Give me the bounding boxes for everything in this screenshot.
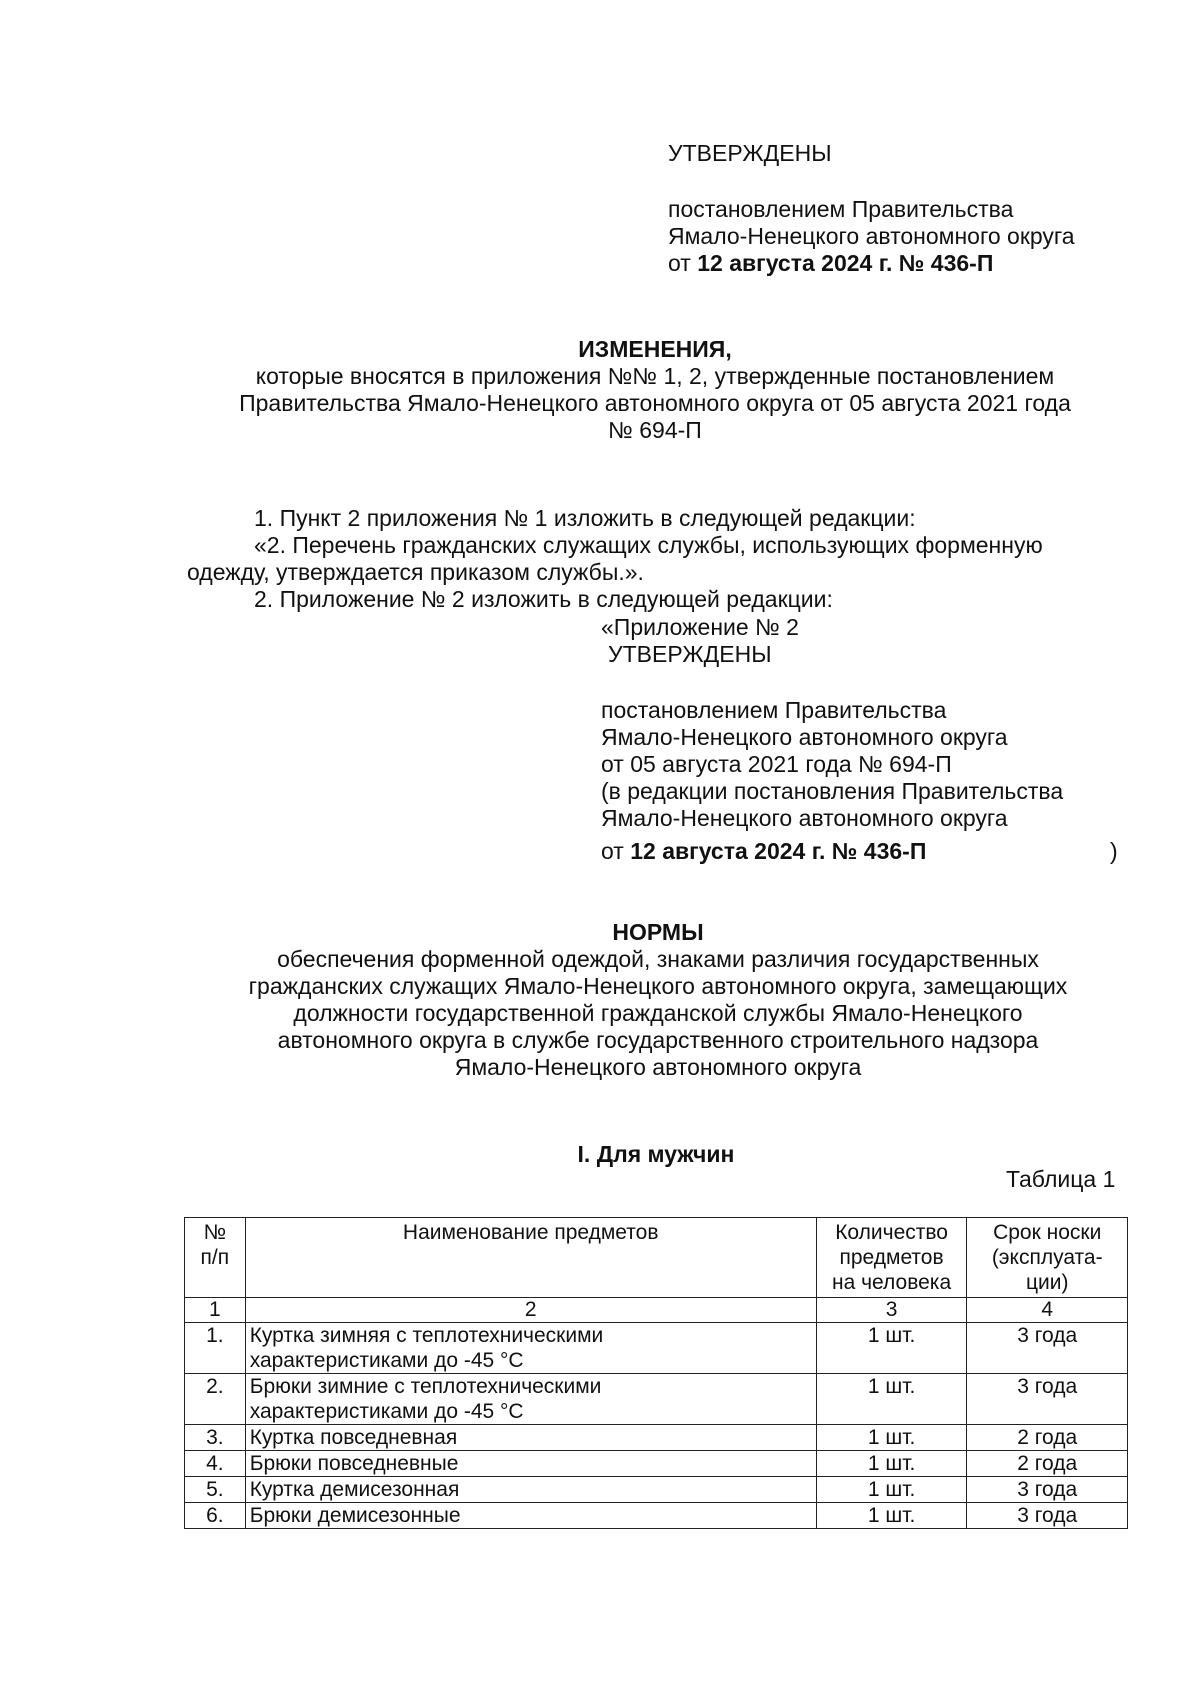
- row-name: Брюки повседневные: [245, 1451, 816, 1477]
- inner-approval-date-prefix: от: [601, 838, 631, 864]
- header-qty-line-2: предметов: [839, 1246, 944, 1269]
- changes-line-1: которые вносятся в приложения №№ 1, 2, утвержденные постановлением: [255, 363, 1055, 389]
- inner-approval-line-4: (в редакции постановления Правительства: [601, 778, 1064, 804]
- norms-table: [184, 1217, 1128, 1529]
- row-qty: 1 шт.: [816, 1503, 967, 1529]
- header-term-line-2: (эксплуата-: [991, 1246, 1103, 1269]
- row-num: 3.: [185, 1425, 246, 1451]
- table-header-row: [185, 1218, 1128, 1298]
- table-row: [185, 1451, 1128, 1477]
- header-qty-line-1: Количество: [835, 1221, 948, 1244]
- header-qty: [816, 1218, 967, 1298]
- changes-line-2: Правительства Ямало-Ненецкого автономного округа от 05 августа 2021 года: [239, 390, 1071, 416]
- table-row: [185, 1503, 1128, 1529]
- row-name-line-1: Куртка зимняя с теплотехническими: [249, 1324, 604, 1347]
- row-name: [245, 1374, 816, 1425]
- row-num: 4.: [185, 1451, 246, 1477]
- table-label: Таблица 1: [1006, 1166, 1116, 1192]
- row-name-line-2: характеристиками до -45 °С: [249, 1400, 524, 1423]
- norms-line-5: Ямало-Ненецкого автономного округа: [454, 1054, 862, 1080]
- inner-approval-line-2: Ямало-Ненецкого автономного округа: [601, 724, 1008, 750]
- row-qty: 1 шт.: [816, 1477, 967, 1503]
- inner-approval-line-1: постановлением Правительства: [601, 697, 947, 723]
- inner-approval-line-5: Ямало-Ненецкого автономного округа: [601, 805, 1008, 831]
- header-term-line-1: Срок носки: [993, 1221, 1102, 1244]
- row-term: 3 года: [967, 1374, 1128, 1425]
- row-term: 2 года: [967, 1451, 1128, 1477]
- header-num: [185, 1218, 246, 1298]
- row-qty: 1 шт.: [816, 1451, 967, 1477]
- row-name: Брюки демисезонные: [245, 1503, 816, 1529]
- row-qty: 1 шт.: [816, 1323, 967, 1374]
- row-name: Куртка демисезонная: [245, 1477, 816, 1503]
- inner-approval-close-paren: ): [1110, 838, 1118, 864]
- row-term: 3 года: [967, 1477, 1128, 1503]
- table-row: [185, 1425, 1128, 1451]
- approval-date: 12 августа 2024 г. № 436-П: [697, 250, 994, 276]
- index-cell: 1: [185, 1298, 246, 1323]
- table-row: [185, 1374, 1128, 1425]
- row-num: 2.: [185, 1374, 246, 1425]
- header-term-line-3: ции): [1025, 1271, 1069, 1294]
- approval-line-2: Ямало-Ненецкого автономного округа: [668, 223, 1075, 249]
- table-row: [185, 1323, 1128, 1374]
- norms-line-2: гражданских служащих Ямало-Ненецкого автономного округа, замещающих: [248, 973, 1068, 999]
- row-name: [245, 1323, 816, 1374]
- row-term: 3 года: [967, 1323, 1128, 1374]
- approval-date-prefix: от: [668, 250, 698, 276]
- row-name: Куртка повседневная: [245, 1425, 816, 1451]
- changes-line-3: № 694-П: [608, 417, 702, 443]
- header-num-line-2: п/п: [200, 1246, 230, 1269]
- changes-title: ИЗМЕНЕНИЯ,: [578, 336, 732, 362]
- header-term: [967, 1218, 1128, 1298]
- row-num: 1.: [185, 1323, 246, 1374]
- row-term: 3 года: [967, 1503, 1128, 1529]
- paragraph-2-line-1: «2. Перечень гражданских служащих службы, использующих форменную: [254, 532, 1043, 558]
- row-term: 2 года: [967, 1425, 1128, 1451]
- paragraph-1: 1. Пункт 2 приложения № 1 изложить в следующей редакции:: [254, 505, 916, 531]
- inner-approval-date: 12 августа 2024 г. № 436-П: [630, 838, 927, 864]
- index-cell: 3: [816, 1298, 967, 1323]
- row-num: 5.: [185, 1477, 246, 1503]
- inner-approval-line-6: [601, 838, 926, 865]
- approval-line-3: [668, 250, 993, 277]
- norms-line-3: должности государственной гражданской службы Ямало-Ненецкого: [293, 1000, 1023, 1026]
- row-qty: 1 шт.: [816, 1425, 967, 1451]
- inner-approval-title: УТВЕРЖДЕНЫ: [608, 641, 772, 667]
- inner-approval-line-3: от 05 августа 2021 года № 694-П: [601, 751, 952, 777]
- row-qty: 1 шт.: [816, 1374, 967, 1425]
- approval-title: УТВЕРЖДЕНЫ: [668, 140, 832, 166]
- row-name-line-1: Брюки зимние с теплотехническими: [249, 1375, 602, 1398]
- appendix-label: «Приложение № 2: [601, 614, 799, 640]
- table-row: [185, 1477, 1128, 1503]
- norms-line-1: обеспечения форменной одеждой, знаками различия государственных: [277, 946, 1039, 972]
- index-cell: 2: [245, 1298, 816, 1323]
- row-name-line-2: характеристиками до -45 °С: [249, 1349, 524, 1372]
- norms-title: НОРМЫ: [612, 919, 704, 945]
- paragraph-2-line-2: одежду, утверждается приказом службы.».: [187, 559, 644, 585]
- index-cell: 4: [967, 1298, 1128, 1323]
- approval-line-1: постановлением Правительства: [668, 196, 1014, 222]
- header-name: Наименование предметов: [245, 1218, 816, 1298]
- norms-line-4: автономного округа в службе государственного строительного надзора: [277, 1027, 1039, 1053]
- section-title: I. Для мужчин: [577, 1141, 735, 1167]
- table-index-row: [185, 1298, 1128, 1323]
- header-qty-line-3: на человека: [832, 1271, 952, 1294]
- header-num-line-1: №: [203, 1221, 227, 1244]
- paragraph-3: 2. Приложение № 2 изложить в следующей редакции:: [254, 586, 833, 612]
- row-num: 6.: [185, 1503, 246, 1529]
